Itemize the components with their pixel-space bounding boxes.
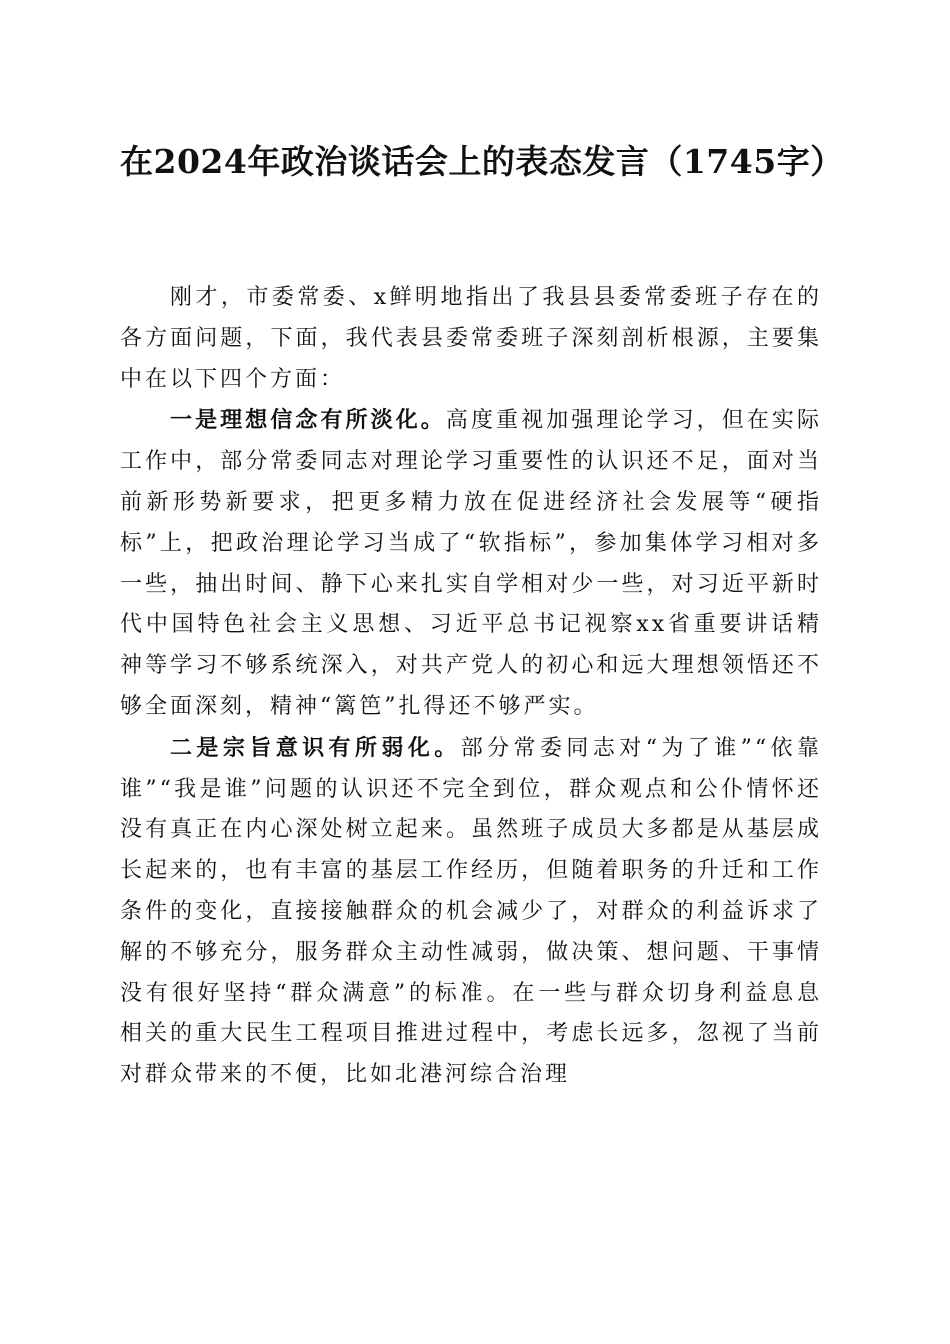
paragraph-intro-text: 刚才，市委常委、x鲜明地指出了我县县委常委班子存在的各方面问题，下面，我代表县委常委班子深刻剖析根源，主要集中在以下四个方面： (120, 285, 822, 392)
paragraph-point-two-text: 部分常委同志对“为了谁”“依靠谁”“我是谁”问题的认识还不完全到位，群众观点和公仆情怀还没有真正在内心深处树立起来。虽然班子成员大多都是从基层成长起来的，也有丰富的基层工作经历，但随着职务的升迁和工作条件的变化，直接接触群众的机会减少了，对群众的利益诉求了解的不够充分，服务群众主动性减弱，做决策、想问题、干事情没有很好坚持“群众满意”的标准。在一些与群众切身利益息息相关的重大民生工程项目推进过程中，考虑长远多，忽视了当前对群众带来的不便，比如北港河综合治理 (120, 735, 822, 1088)
document-title: 在2024年政治谈话会上的表态发言（1745字） (120, 142, 844, 181)
paragraph-point-two-heading: 二是宗旨意识有所弱化。 (170, 734, 461, 761)
paragraph-point-two (120, 728, 822, 1096)
paragraph-point-one-heading: 一是理想信念有所淡化。 (170, 407, 446, 434)
paragraph-point-one (120, 400, 822, 727)
document-body (120, 278, 822, 1096)
paragraph-intro (120, 278, 822, 400)
paragraph-point-one-text: 高度重视加强理论学习，但在实际工作中，部分常委同志对理论学习重要性的认识还不足，面对当前新形势新要求，把更多精力放在促进经济社会发展等“硬指标”上，把政治理论学习当成了“软指标”，参加集体学习相对多一些，抽出时间、静下心来扎实自学相对少一些，对习近平新时代中国特色社会主义思想、习近平总书记视察xx省重要讲话精神等学习不够系统深入，对共产党人的初心和远大理想领悟还不够全面深刻，精神“篱笆”扎得还不够严实。 (120, 408, 822, 719)
